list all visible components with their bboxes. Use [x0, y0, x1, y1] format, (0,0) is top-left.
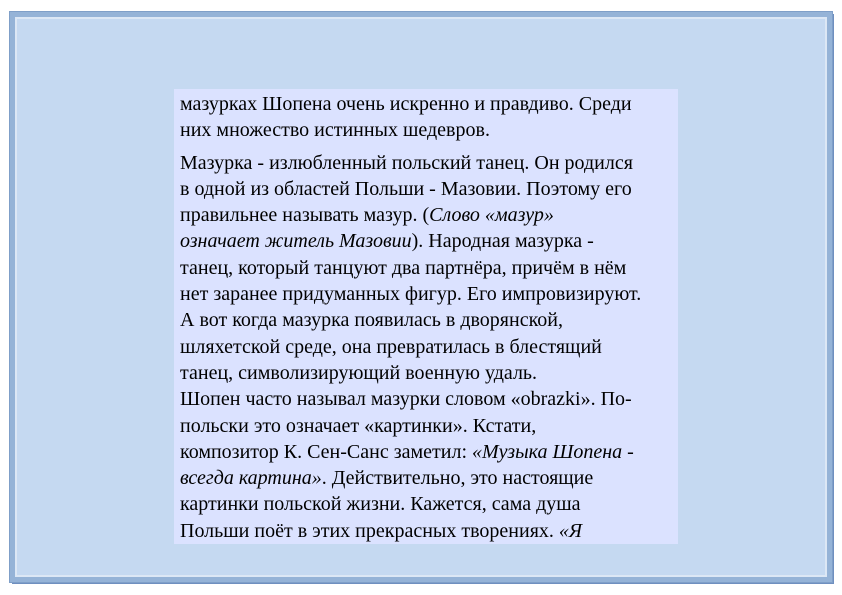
- italic-text-run: «Я: [558, 519, 583, 542]
- text-line: [180, 413, 670, 439]
- text-run: Шопен часто называл мазурки словом «obrazki». По-: [180, 388, 632, 411]
- slide-background: [10, 12, 832, 582]
- text-line: [180, 334, 670, 360]
- italic-text-run: «Музыка Шопена -: [472, 440, 634, 463]
- text-run: Мазурка - излюбленный польский танец. Он родился: [180, 151, 633, 174]
- text-line: [180, 386, 670, 412]
- text-line: [180, 255, 670, 281]
- text-run: танец, который танцуют два партнёра, причём в нём: [180, 256, 627, 279]
- text-line: [180, 439, 670, 465]
- text-run: польски это означает «картинки». Кстати,: [180, 414, 537, 437]
- text-line: [180, 91, 670, 117]
- text-run: мазурках Шопена очень искренно и правдиво. Среди: [180, 93, 632, 115]
- text-run: шляхетской среде, она превратилась в блестящий: [180, 335, 602, 358]
- text-line: [180, 491, 670, 517]
- text-line: [180, 360, 670, 386]
- text-line: [180, 117, 670, 143]
- text-line: [180, 150, 670, 176]
- text-run: А вот когда мазурка появилась в дворянской,: [180, 309, 563, 332]
- text-run: Польши поёт в этих прекрасных творениях.: [180, 519, 559, 542]
- italic-text-run: означает житель Мазовии: [180, 230, 412, 253]
- text-run: ). Народная мазурка -: [411, 230, 594, 253]
- italic-text-run: всегда картина»: [180, 467, 322, 490]
- text-run: картинки польской жизни. Кажется, сама душа: [180, 493, 581, 516]
- text-run: в одной из областей Польши - Мазовии. Поэтому его: [180, 177, 632, 200]
- text-line: [180, 281, 670, 307]
- text-run: танец, символизирующий военную удаль.: [180, 361, 538, 384]
- text-box: [174, 89, 678, 544]
- text-run: . Действительно, это настоящие: [321, 467, 594, 490]
- text-line: [180, 202, 670, 228]
- text-line: [180, 518, 670, 544]
- text-run: них множество истинных шедевров.: [180, 119, 490, 142]
- text-line: [180, 465, 670, 491]
- text-run: нет заранее придуманных фигур. Его импровизируют.: [180, 283, 642, 306]
- text-line: [180, 176, 670, 202]
- text-run: правильнее называть мазур. (: [180, 204, 430, 227]
- text-run: композитор К. Сен-Санс заметил:: [180, 440, 473, 463]
- italic-text-run: Слово «мазур»: [429, 204, 554, 227]
- text-line: [180, 307, 670, 333]
- text-line: [180, 228, 670, 254]
